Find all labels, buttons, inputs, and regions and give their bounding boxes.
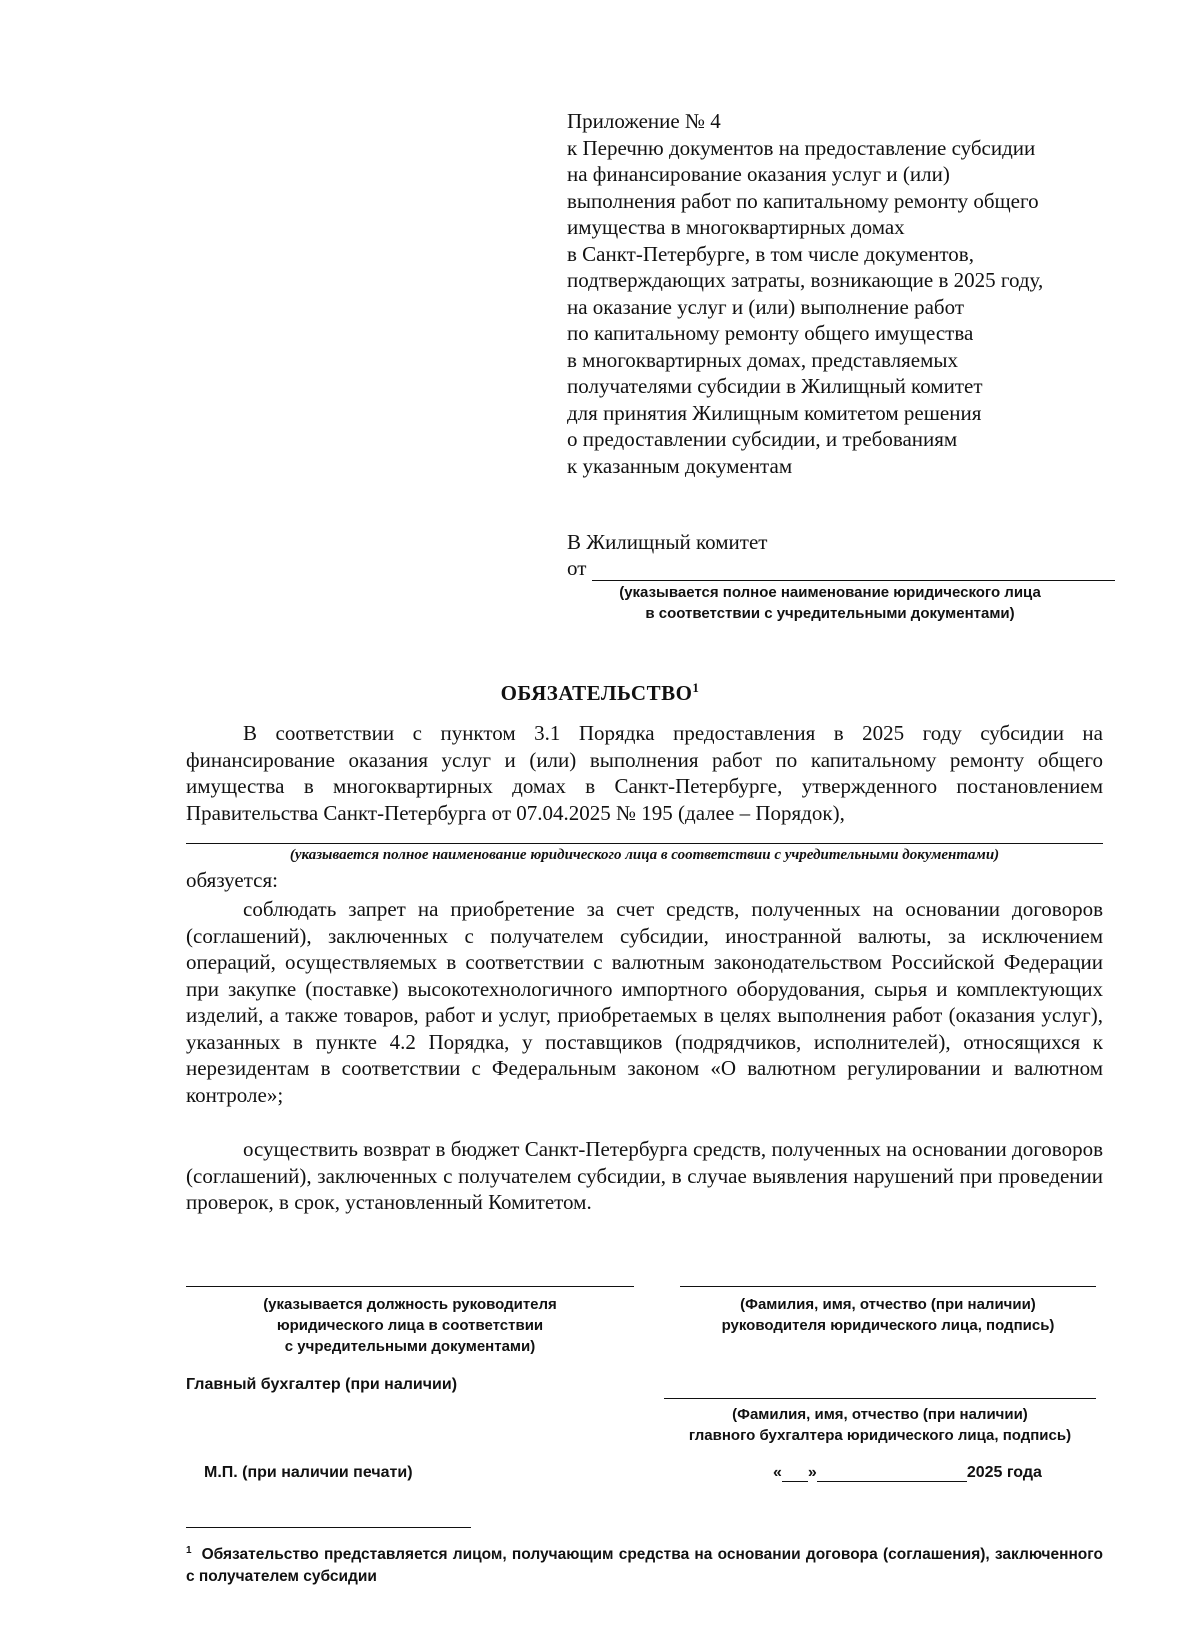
name-hint: (указывается полное наименование юридического лица в соответствии с учредительными документами) xyxy=(289,847,1000,863)
month-blank xyxy=(817,1467,967,1482)
appendix-line: в Санкт-Петербурге, в том числе документов, xyxy=(567,241,974,266)
from-hint-line: в соответствии с учредительными документами) xyxy=(645,605,1015,622)
appendix-line: имущества в многоквартирных домах xyxy=(567,215,905,239)
appendix-line: в многоквартирных домах, представляемых xyxy=(567,347,958,372)
position-signature-line xyxy=(186,1286,634,1287)
footnote xyxy=(186,1540,1103,1588)
date-open-quote: « xyxy=(773,1464,782,1481)
obliges-label: обязуется: xyxy=(186,868,278,892)
seal-label: М.П. (при наличии печати) xyxy=(204,1464,413,1481)
from-hint-line: (указывается полное наименование юридического лица xyxy=(619,584,1041,601)
title-text: ОБЯЗАТЕЛЬСТВО xyxy=(500,681,693,705)
addressee-from-row xyxy=(567,556,1115,581)
position-hint-line: с учредительными документами) xyxy=(284,1338,536,1355)
accountant-hint-line: (Фамилия, имя, отчество (при наличии) xyxy=(732,1406,1028,1423)
date-year: 2025 года xyxy=(966,1464,1042,1481)
accountant-hint-line: главного бухгалтера юридического лица, подпись) xyxy=(688,1427,1072,1444)
position-hint-line: (указывается должность руководителя xyxy=(263,1296,557,1313)
footnote-separator xyxy=(186,1527,471,1528)
footnote-text: Обязательство представляется лицом, получающим средства на основании договора (соглашения), заключенного с получателем субсидии xyxy=(186,1546,1103,1586)
accountant-hint xyxy=(664,1404,1096,1446)
date-field xyxy=(773,1464,1042,1482)
title-footnote-mark: 1 xyxy=(692,680,700,695)
position-hint xyxy=(186,1294,634,1357)
from-label: от xyxy=(567,556,587,580)
accountant-signature-line xyxy=(664,1398,1096,1399)
head-hint-line: (Фамилия, имя, отчество (при наличии) xyxy=(740,1296,1036,1313)
position-hint-line: юридического лица в соответствии xyxy=(276,1317,544,1334)
paragraph-currency-ban: соблюдать запрет на приобретение за счет средств, полученных на основании договоров (соглашений), заключенных с получателем субсидии, иностранной валюты, за исключением операций, осуществляемых в соответствии с валютным законодательством Российской Федерации при закупке (поставке) высокотехнологичного импортного оборудования, сырья и комплектующих изделий, а также товаров, работ и услуг, приобретаемых в целях выполнения работ (оказания услуг), указанных в пункте 4.2 Порядка, у поставщиков (подрядчиков, исполнителей), относящихся к нерезидентам в соответствии с Федеральным законом «О валютном регулировании и валютном контроле»; xyxy=(186,897,1103,1107)
appendix-line: о предоставлении субсидии, и требованиям xyxy=(567,427,958,451)
head-signature-line xyxy=(680,1286,1096,1287)
date-close-quote: » xyxy=(807,1464,817,1481)
head-hint xyxy=(680,1294,1096,1336)
footnote-mark: 1 xyxy=(186,1545,192,1556)
appendix-line: на финансирование оказания услуг и (или) xyxy=(567,162,950,186)
chief-accountant-label: Главный бухгалтер (при наличии) xyxy=(186,1376,458,1393)
document-title xyxy=(0,680,1200,706)
name-blank-line xyxy=(186,843,1103,844)
paragraph-refund: осуществить возврат в бюджет Санкт-Петербурга средств, полученных на основании договоров (соглашений), заключенных с получателем субсидии, в случае выявления нарушений при проведении проверок, в срок, установленный Комитетом. xyxy=(186,1137,1103,1214)
appendix-line: на оказание услуг и (или) выполнение работ xyxy=(567,294,965,319)
appendix-line: к Перечню документов на предоставление субсидии xyxy=(567,135,1036,160)
appendix-header xyxy=(567,108,1127,479)
day-blank xyxy=(782,1467,808,1482)
paragraph-intro: В соответствии с пунктом 3.1 Порядка предоставления в 2025 году субсидии на финансирование оказания услуг и (или) выполнения работ по капитальному ремонту общего имущества в многоквартирных домах в Санкт-Петербурге, утвержденного постановлением Правительства Санкт-Петербурга от 07.04.2025 № 195 (далее – Порядок), xyxy=(186,721,1103,825)
appendix-line: подтверждающих затраты, возникающие в 2025 году, xyxy=(567,268,1044,292)
addressee-to: В Жилищный комитет xyxy=(567,530,768,554)
head-hint-line: руководителя юридического лица, подпись) xyxy=(721,1317,1055,1334)
from-hint xyxy=(590,582,1070,624)
appendix-line: Приложение № 4 xyxy=(567,109,721,133)
from-blank-line xyxy=(592,560,1115,581)
appendix-line: к указанным документам xyxy=(567,453,793,478)
appendix-line: для принятия Жилищным комитетом решения xyxy=(567,400,982,425)
appendix-line: по капитальному ремонту общего имущества xyxy=(567,321,974,345)
appendix-line: получателями субсидии в Жилищный комитет xyxy=(567,374,983,398)
appendix-line: выполнения работ по капитальному ремонту общего xyxy=(567,188,1039,213)
